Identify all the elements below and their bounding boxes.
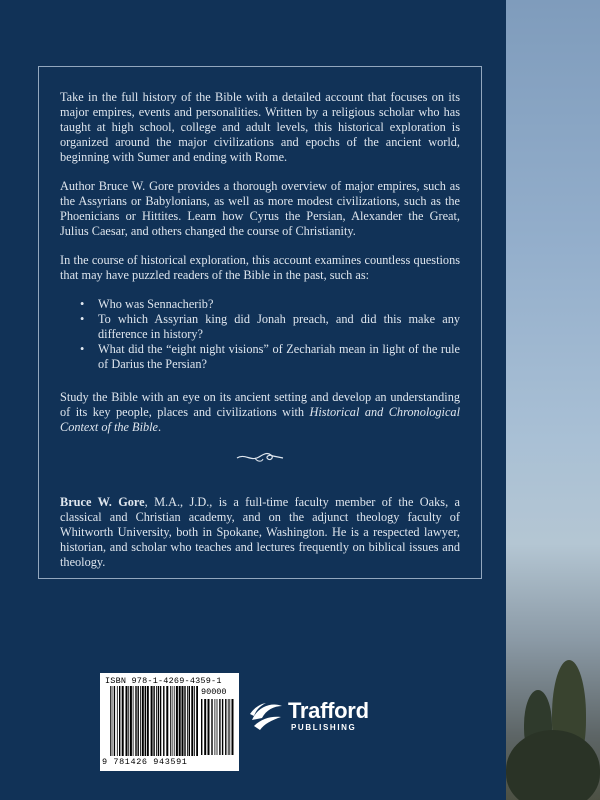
barcode-bar: [222, 699, 223, 755]
blurb-paragraph-1: Take in the full history of the Bible with a detailed account that focuses on its major empires, events and personalities. Written by a religious scholar who has taught at high school, college and adult levels, this historical exploration is organized around the major civilizations and epochs of the ancient world, beginning with Sumer and ending with Rome.: [60, 90, 460, 164]
barcode-bar: [187, 686, 188, 756]
barcode-bar: [170, 686, 171, 756]
barcode-bar: [176, 686, 178, 756]
flourish-ornament-icon: [60, 449, 460, 469]
blurb-paragraph-4: [60, 390, 460, 435]
publisher-subtitle: PUBLISHING: [291, 723, 357, 732]
barcode-bar: [119, 686, 120, 756]
isbn-text: ISBN 978-1-4269-4359-1: [105, 676, 222, 686]
barcode-bar: [128, 686, 129, 756]
barcode-bar: [114, 686, 115, 756]
price-code: 90000: [201, 687, 227, 697]
question-item: • To which Assyrian king did Jonah preach, and did this make any difference in history?: [98, 312, 460, 342]
barcode-bar: [110, 686, 111, 756]
barcode-bar: [135, 686, 136, 756]
barcode-bar: [142, 686, 144, 756]
barcode-bar: [166, 686, 168, 756]
barcode-bar: [126, 686, 128, 756]
barcode-bar: [217, 699, 218, 755]
blurb-paragraph-4-text: Study the Bible with an eye on its ancient setting and develop an understanding of its key people, places and civilizations with: [60, 390, 460, 419]
publisher-name: Trafford: [288, 698, 369, 723]
barcode-bar: [163, 686, 164, 756]
blurb-paragraph-3: In the course of historical exploration, this account examines countless questions that may have puzzled readers of the Bible in the past, such as:: [60, 253, 460, 282]
barcode-digits: 9 781426 943591: [102, 757, 188, 767]
blurb-paragraph-4-end: .: [158, 420, 162, 434]
barcode-bar: [208, 699, 210, 755]
barcode-bar: [182, 686, 184, 756]
blurb-paragraph-2: Author Bruce W. Gore provides a thorough overview of major empires, such as the Assyrians or Babylonians, as well as more modest civilizations, such as the Phoenicians or Hittites. Learn how Cyrus the Persian, Alexander the Great, Julius Caesar, and others changed the course of Christianity.: [60, 179, 460, 238]
question-item: • Who was Sennacherib?: [98, 297, 460, 312]
barcode-bar: [201, 699, 202, 755]
isbn-barcode: [100, 673, 239, 771]
barcode-bar: [215, 699, 216, 755]
barcode-bar: [147, 686, 149, 756]
barcode-bar: [158, 686, 159, 756]
barcode-bar: [211, 699, 212, 755]
tree-silhouette: [506, 730, 600, 800]
barcode-bar: [138, 686, 139, 756]
barcode-bar: [219, 699, 220, 755]
barcode-bar: [184, 686, 185, 756]
barcode-bar: [122, 686, 124, 756]
barcode-bar: [191, 686, 193, 756]
barcode-bar: [179, 686, 181, 756]
barcode-bar: [232, 699, 234, 755]
price-barcode-bars: [201, 699, 235, 755]
barcode-bar: [172, 686, 173, 756]
question-item: • What did the “eight night visions” of Zechariah mean in light of the rule of Darius the Persian?: [98, 342, 460, 372]
barcode-bar: [160, 686, 161, 756]
barcode-bar: [174, 686, 175, 756]
barcode-bar: [228, 699, 229, 755]
question-list: [60, 297, 460, 372]
blurb-content: [60, 90, 460, 584]
barcode-bar: [151, 686, 153, 756]
barcode-bar: [204, 699, 206, 755]
barcode-bar: [153, 686, 154, 756]
barcode-bar: [133, 686, 134, 756]
barcode-bars: [110, 686, 198, 756]
barcode-bar: [196, 686, 198, 756]
barcode-bar: [189, 686, 190, 756]
author-name: Bruce W. Gore: [60, 495, 145, 509]
barcode-bar: [229, 699, 230, 755]
barcode-bar: [117, 686, 118, 756]
publisher-logo: [248, 692, 398, 744]
barcode-bar: [145, 686, 146, 756]
author-bio-text: , M.A., J.D., is a full-time faculty member of the Oaks, a classical and Christian academy, and on the adjunct theology faculty of Whitworth University, both in Spokane, Washington. He is a respected lawyer, historian, and scholar who teaches and lectures frequently on biblical issues and theology.: [60, 495, 460, 569]
barcode-bar: [130, 686, 132, 756]
barcode-bar: [156, 686, 157, 756]
barcode-bar: [112, 686, 113, 756]
author-bio: [60, 495, 460, 570]
barcode-bar: [194, 686, 195, 756]
spine-photo-strip: [506, 0, 600, 800]
book-title-italic: Historical and Chronological Context of the Bible: [60, 405, 460, 434]
barcode-bar: [140, 686, 141, 756]
barcode-bar: [225, 699, 226, 755]
trafford-wing-logo-icon: [248, 698, 286, 734]
